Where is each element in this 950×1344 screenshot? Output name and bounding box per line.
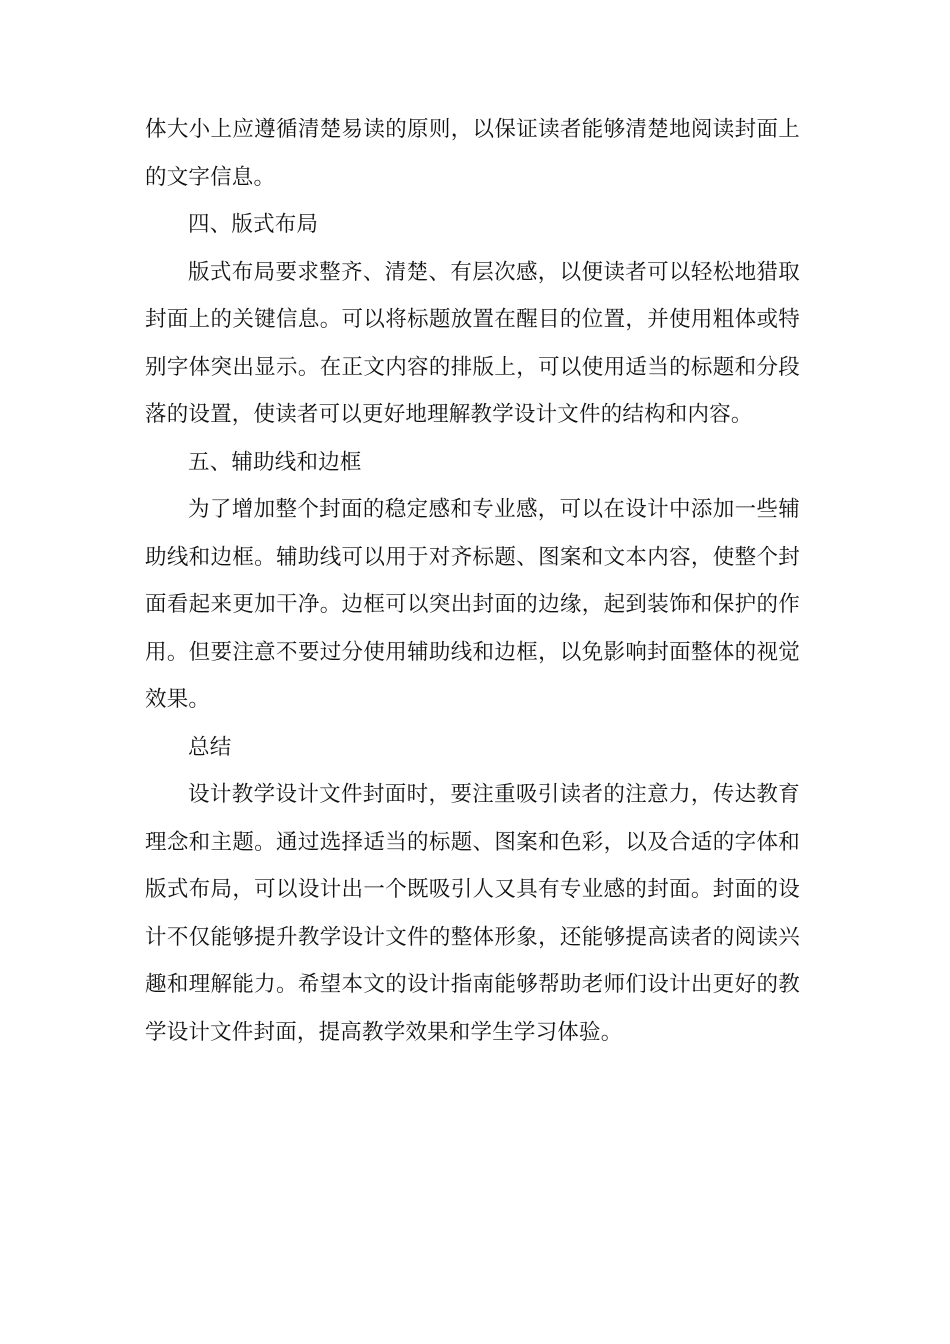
paragraph-continued: 体大小上应遵循清楚易读的原则，以保证读者能够清楚地阅读封面上的文字信息。 xyxy=(145,117,800,190)
section-heading-guides-borders: 五、辅助线和边框 xyxy=(188,449,362,475)
section-heading-summary: 总结 xyxy=(188,734,232,760)
section-heading-layout: 四、版式布局 xyxy=(188,212,319,237)
document-page xyxy=(145,106,800,1056)
paragraph-guides-borders: 为了增加整个封面的稳定感和专业感，可以在设计中添加一些辅助线和边框。辅助线可以用于对齐标题、图案和文本内容，使整个封面看起来更加干净。边框可以突出封面的边缘，起到装饰和保护的作用。但要注意不要过分使用辅助线和边框，以免影响封面整体的视觉效果。 xyxy=(145,497,800,712)
paragraph-layout: 版式布局要求整齐、清楚、有层次感，以便读者可以轻松地猎取封面上的关键信息。可以将标题放置在醒目的位置，并使用粗体或特别字体突出显示。在正文内容的排版上，可以使用适当的标题和分段落的设置，使读者可以更好地理解教学设计文件的结构和内容。 xyxy=(145,259,800,427)
paragraph-summary: 设计教学设计文件封面时，要注重吸引读者的注意力，传达教育理念和主题。通过选择适当的标题、图案和色彩，以及合适的字体和版式布局，可以设计出一个既吸引人又具有专业感的封面。封面的设计不仅能够提升教学设计文件的整体形象，还能够提高读者的阅读兴趣和理解能力。希望本文的设计指南能够帮助老师们设计出更好的教学设计文件封面，提高教学效果和学生学习体验。 xyxy=(145,782,800,1045)
